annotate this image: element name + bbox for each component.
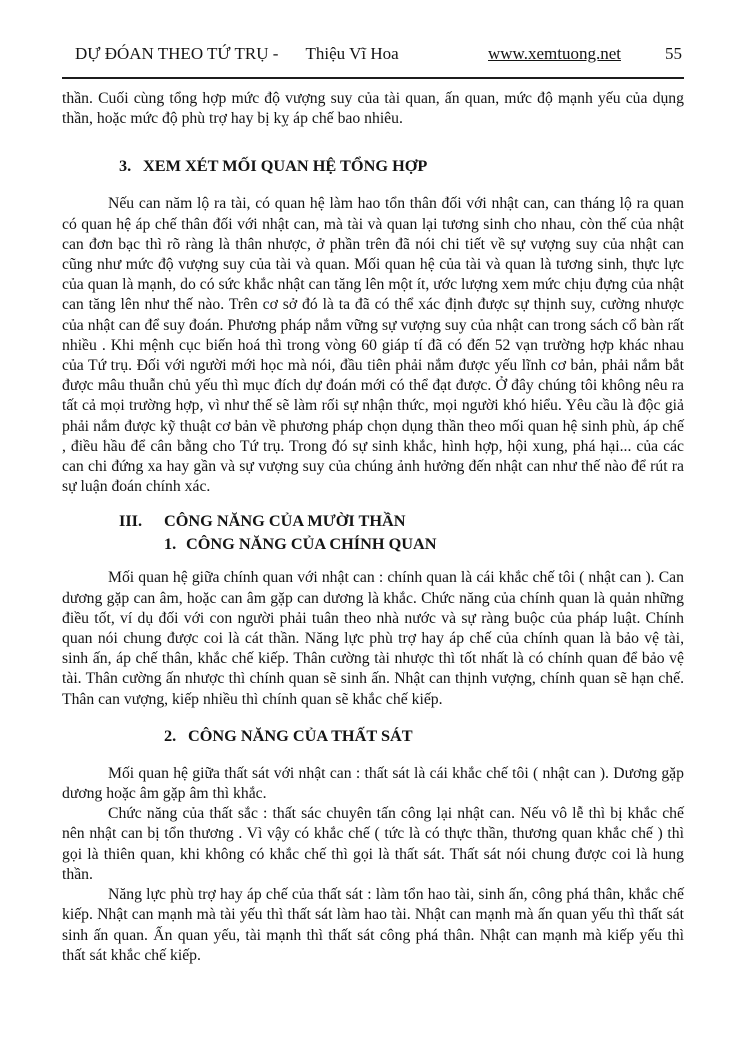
section-iii-number: III. bbox=[119, 511, 143, 531]
section-3-title: XEM XÉT MỐI QUAN HỆ TỔNG HỢP bbox=[143, 156, 428, 176]
subsection-2-heading bbox=[62, 726, 684, 746]
subsection-1-number: 1. bbox=[164, 533, 177, 553]
subsection-2-paragraph-1: Mối quan hệ giữa thất sát với nhật can : thất sát là cái khắc chế tôi ( nhật can ). Dương gặp dương hoặc âm gặp âm thì khắc. bbox=[62, 764, 684, 803]
page-number: 55 bbox=[665, 44, 682, 63]
header-rule bbox=[62, 77, 684, 79]
subsection-2-paragraph-2: Chức năng của thất sắc : thất sác chuyên tấn công lại nhật can. Nếu vô lễ thì bị khắc chế nên nhật can bị tổn thương . Vì vậy có khắc chế ( tức là có thực thần, thương quan khắc chế ) thì gọi là thiên quan, khi không có khắc chế thì gọi là thất sát. Thất sát nói chung được coi là hung thần. bbox=[62, 805, 684, 883]
page-header bbox=[62, 44, 684, 64]
book-title: DỰ ĐÓAN THEO TỨ TRỤ - bbox=[75, 44, 279, 63]
section-iii-heading bbox=[62, 510, 684, 533]
section-3-paragraph: Nếu can năm lộ ra tài, có quan hệ làm hao tổn thân đối với nhật can, can tháng lộ ra quan có quan hệ áp chế thân đối với nhật can, mà tài và quan lại tương sinh cho nhau, còn thế của nhật can đơn bạc thì rõ ràng là thân nhược, ở phần trên đã nói chi tiết về sự vượng suy của nhật can cũng như mức độ vượng suy của tài và quan. Mối quan hệ của tài và quan là tương sinh, thực lực của quan là mạnh, do có sức khắc nhật can tăng lên một ít, ước lượng xem mức chịu đựng của nhật can tăng lên như thế nào. Trên cơ sở đó là ta đã có thể xác định được sự thịnh suy, cường nhược của nhật can để suy đoán. Phương pháp nắm vững sự vượng suy của nhật can trong sách cổ bàn rất nhiều . Khi mệnh cục biến hoá thì trong vòng 60 giáp tí đã có đến 52 vạn trường hợp khác nhau của Tứ trụ. Đối với người mới học mà nói, đầu tiên phải nắm được yếu lĩnh cơ bản, phải nắm bắt được mâu thuẫn chủ yếu thì mục đích dự đoán mới có thể đạt được. Ở đây chúng tôi không nêu ra tất cả mọi trường hợp, vì như thế sẽ làm rối sự nhận thức, mọi người khó hiểu. Yêu cầu là độc giả phải nắm được kỹ thuật cơ bản về phương pháp chọn dụng thần theo mối quan hệ sinh phù, áp chế , điều hầu để cân bằng cho Tứ trụ. Trong đó sự sinh khắc, hình hợp, hội xung, phá hại... của các can chi đứng xa hay gần và sự vượng suy của chúng ảnh hưởng đến nhật can như thế nào để rút ra sự luận đoán chính xác. bbox=[62, 195, 684, 496]
page-body bbox=[62, 89, 684, 966]
subsection-2-title: CÔNG NĂNG CỦA THẤT SÁT bbox=[188, 725, 413, 745]
subsection-1-paragraph: Mối quan hệ giữa chính quan với nhật can : chính quan là cái khắc chế tôi ( nhật can ). Can dương gặp can âm, hoặc can âm gặp can dương là khắc. Chức năng của chính quan là quản những điều tốt, ví dụ đối với con người phải tuân theo nhà nước và sự ràng buộc của pháp luật. Chính quan nói chung được coi là cát thần. Năng lực phù trợ hay áp chế của chính quan là bảo vệ tài, sinh ấn, áp chế thân, khắc chế kiếp. Thân cường tài nhược thì tốt nhất là có chính quan để bảo vệ tài. Thân cường ấn nhược thì chính quan sẽ sinh ấn. Nhật can thịnh vượng, chính quan sẽ hạn chế. Thân can vượng, kiếp nhiều thì chính quan sẽ khắc chế kiếp. bbox=[62, 569, 684, 708]
subsection-2-number: 2. bbox=[164, 725, 177, 745]
continuation-paragraph: thần. Cuối cùng tổng hợp mức độ vượng suy của tài quan, ấn quan, mức độ mạnh yếu của dụng thần, hoặc mức độ phù trợ hay bị kỵ áp chế bao nhiêu. bbox=[62, 90, 684, 128]
section-iii-heading-block bbox=[62, 510, 684, 555]
section-3-number: 3. bbox=[119, 156, 132, 176]
section-3-heading bbox=[62, 156, 684, 176]
subsection-1-heading bbox=[62, 533, 684, 556]
website-link[interactable]: www.xemtuong.net bbox=[488, 44, 621, 63]
subsection-2-paragraph-3: Năng lực phù trợ hay áp chế của thất sát : làm tổn hao tài, sinh ấn, công phá thân, khắc chế kiếp. Nhật can mạnh mà tài yếu thì thất sát làm hao tài. Nhật can mạnh mà ấn quan yếu thì thất sát sinh ấn quan. Ấn quan yếu, tài mạnh thì thất sát công phá thân. Nhật can mạnh mà kiếp yếu thì thất sát khắc chế kiếp. bbox=[62, 886, 684, 964]
section-iii-title: CÔNG NĂNG CỦA MƯỜI THẦN bbox=[164, 511, 406, 531]
author-name: Thiệu Vĩ Hoa bbox=[305, 44, 399, 63]
subsection-1-title: CÔNG NĂNG CỦA CHÍNH QUAN bbox=[186, 533, 437, 553]
